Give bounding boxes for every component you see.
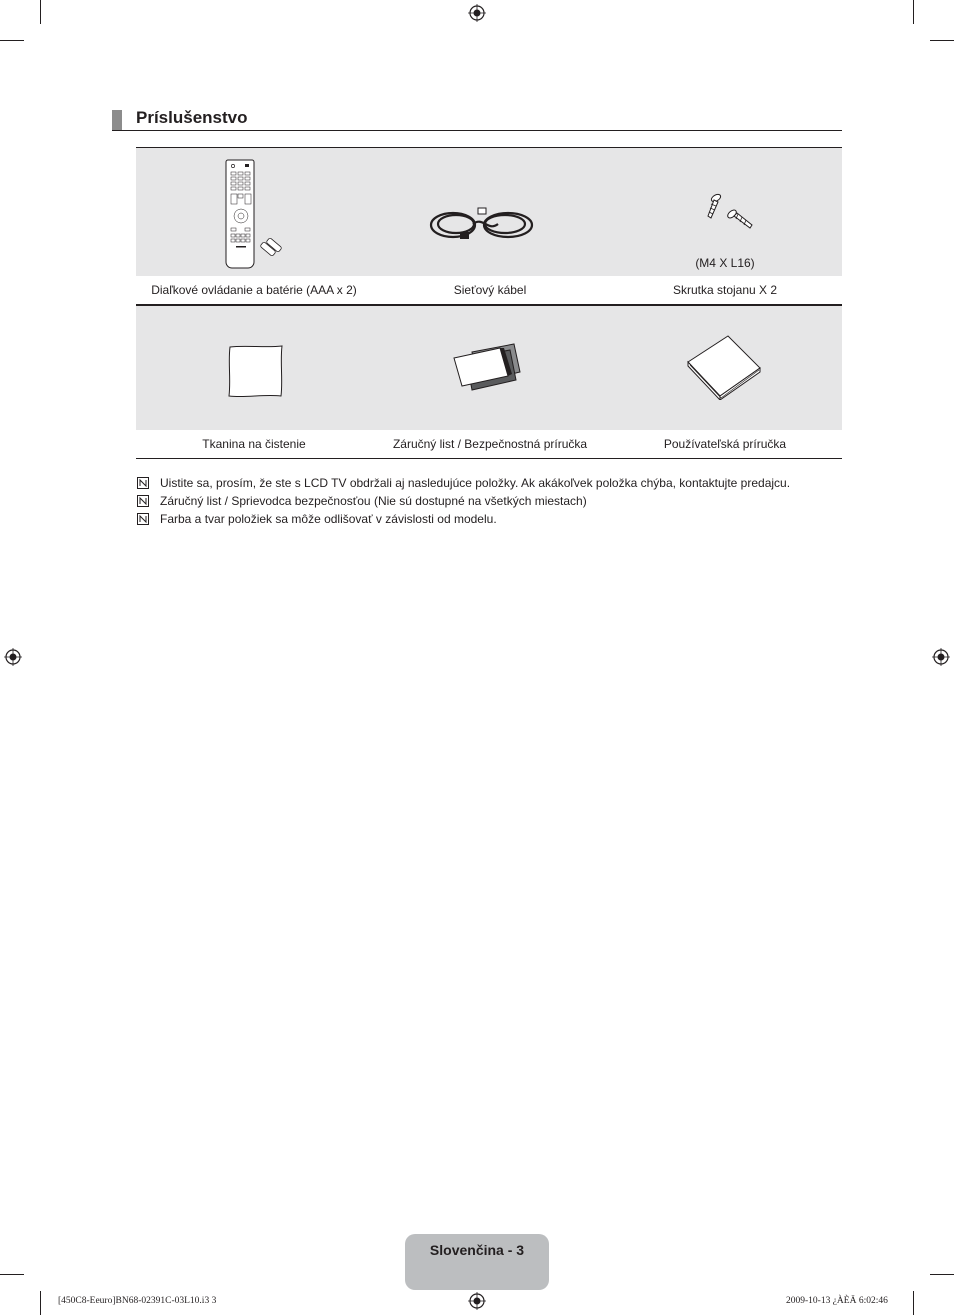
accessories-label-row — [136, 276, 842, 305]
remote-control-icon — [224, 158, 286, 270]
note-text: Záručný list / Sprievodca bezpečnosťou (Nie sú dostupné na všetkých miestach) — [160, 494, 587, 508]
section-marker — [112, 110, 122, 130]
page-number: Slovenčina - 3 — [429, 1242, 525, 1258]
note-icon — [137, 495, 149, 507]
note-text: Uistite sa, prosím, že ste s LCD TV obdržali aj nasledujúce položky. Ak akákoľvek položka chýba, kontaktujte predajcu. — [160, 476, 791, 490]
user-manual-icon — [684, 332, 762, 400]
crop-mark — [913, 1291, 914, 1315]
crop-mark — [930, 40, 954, 41]
screw-icon — [702, 192, 758, 234]
registration-mark-icon — [468, 1292, 486, 1310]
cleaning-cloth-icon — [226, 344, 286, 400]
accessory-label: Sieťový kábel — [453, 283, 527, 297]
accessories-image-row — [136, 305, 842, 430]
note-icon — [137, 513, 149, 525]
registration-mark-icon — [468, 4, 486, 22]
page-number-tab — [405, 1234, 549, 1290]
accessory-label: Používateľská príručka — [663, 437, 787, 451]
crop-mark — [0, 40, 24, 41]
section-title: Príslušenstvo — [136, 108, 248, 127]
registration-mark-icon — [4, 648, 22, 666]
note-item — [136, 512, 846, 530]
accessory-label: Záručný list / Bezpečnostná príručka — [392, 437, 588, 451]
file-info: [450C8-Eeuro]BN68-02391C-03L10.i3 3 — [58, 1296, 217, 1306]
note-text: Farba a tvar položiek sa môže odlišovať v závislosti od modelu. — [160, 512, 497, 526]
note-item — [136, 494, 846, 512]
power-cord-icon — [428, 206, 538, 244]
note-icon — [137, 477, 149, 489]
note-item — [136, 476, 846, 494]
crop-mark — [0, 1274, 24, 1275]
crop-mark — [930, 1274, 954, 1275]
accessories-image-row — [136, 147, 842, 276]
notes-list — [136, 476, 846, 530]
crop-mark — [40, 0, 41, 24]
registration-mark-icon — [932, 648, 950, 666]
screw-spec: (M4 X L16) — [695, 256, 755, 270]
accessory-label: Skrutka stojanu X 2 — [672, 283, 778, 297]
print-timestamp: 2009-10-13 ¿ÀÈÄ 6:02:46 — [786, 1296, 888, 1306]
warranty-card-icon — [452, 342, 526, 394]
accessories-label-row — [136, 430, 842, 459]
crop-mark — [40, 1291, 41, 1315]
crop-mark — [913, 0, 914, 24]
accessory-label: Tkanina na čistenie — [202, 437, 306, 451]
accessory-label: Diaľkové ovládanie a batérie (AAA x 2) — [151, 283, 357, 297]
section-divider — [112, 130, 842, 131]
